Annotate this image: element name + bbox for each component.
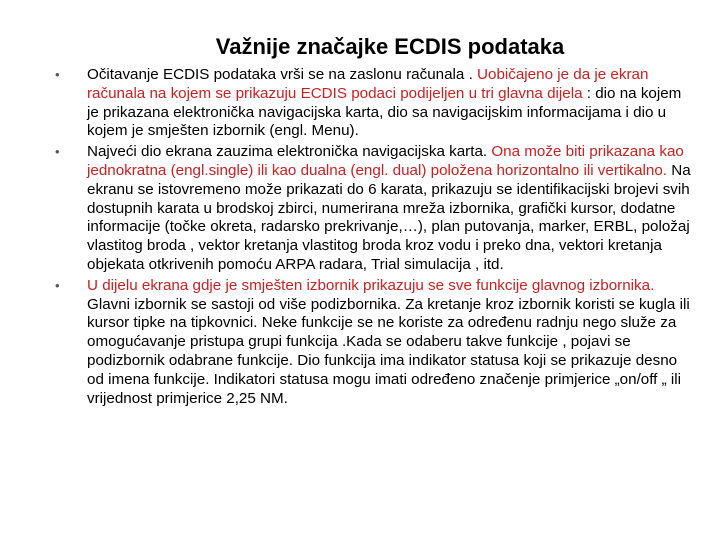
bullet-text-highlight: Ona može biti prikazana kao jednokratna (engl.single) ili kao dualna (engl. dual) položena horizontalno ili vertikalno. [87,143,684,179]
bullet-text-segment: Glavni izbornik se sastoji od više podizbornika. Za kretanje kroz izbornik koristi se kugla ili kursor tipke na tipkovnici. Neke funkcije se ne koriste za određenu radnju nego služe za omogućavanje pristupa grupi funkcija .Kada se odaberu takve funkcije , pojavi se podizbornik odabrane funkcije. Dio funkcija ima indikator statusa koji se prikazuje desno od imena funkcije. Indikatori statusa mogu imati određeno značenje primjerice „on/off „ ili vrijednost primjerice 2,25 NM. [87,295,690,407]
bullet-text-highlight: U dijelu ekrana gdje je smješten izbornik prikazuju se sve funkcije glavnog izbornika. [87,276,655,294]
bullet-text-segment: Na ekranu se istovremeno može prikazati do 6 karata, prikazuju se identifikacijski brojevi svih dostupnih karata u brodskoj zbirci, numerirana mreža izbornika, grafički kursor, dodatne informacije (točke okreta, radarsko prekrivanje,…), plan putovanja, marker, ERBL, položaj vlastitog broda , vektor kretanja vlastitog broda kroz vodu i preko dna, vektori kretanja objekata otkrivenih pomoću ARPA radara, Trial simulacija , itd. [87,161,691,273]
bullet-icon: • [55,67,60,82]
bullet-text-highlight: Uobičajeno je da je ekran računala na kojem se prikazuju ECDIS podaci podijeljen u tri glavna dijela [87,66,649,102]
bullet-icon: • [55,277,60,293]
bullet-item [55,66,691,141]
bullet-item [55,277,691,409]
bullet-text-segment: : dio na kojem je prikazana elektronička navigacijska karta, dio sa navigacijskim informacijama i dio u kojem je smješten izbornik (engl. Menu). [87,84,682,140]
bullet-item [55,143,691,275]
bullet-icon: • [55,144,60,160]
slide-title: Važnije značajke ECDIS podataka [215,34,565,59]
bullet-list [55,66,691,410]
bullet-text-segment: Najveći dio ekrana zauzima elektronička navigacijska karta. [87,143,492,161]
bullet-text-segment: Očitavanje ECDIS podataka vrši se na zaslonu računala . [87,66,478,83]
